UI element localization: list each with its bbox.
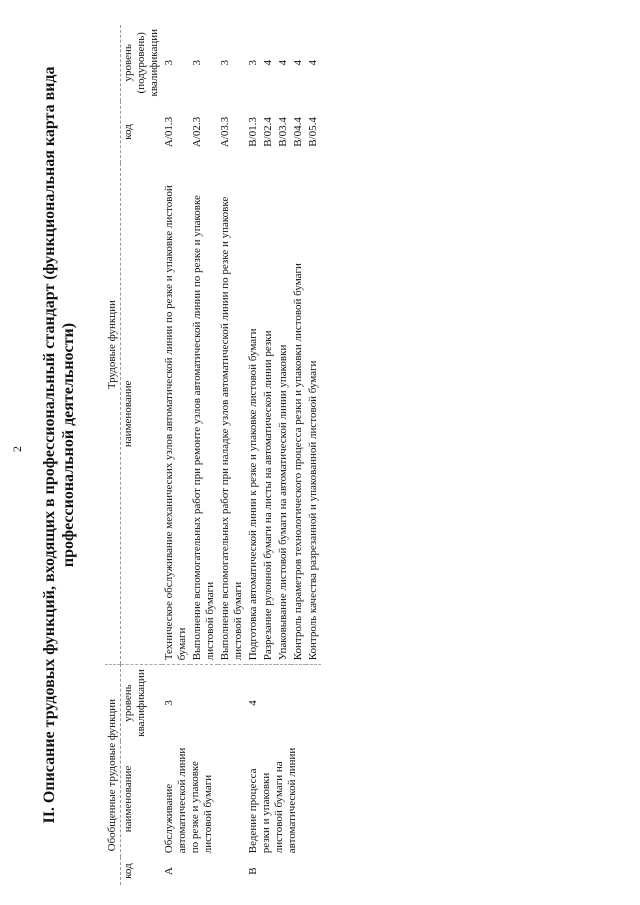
function-name: Упаковывание листовой бумаги на автоматической линии упаковки	[276, 163, 291, 664]
function-level: 4	[292, 60, 304, 66]
function-level: 4	[262, 60, 274, 66]
generalized-code: A	[163, 867, 175, 876]
function-name: Техническое обслуживание механических узлов автоматической линии по резке и упаковке листовой бумаги	[162, 163, 190, 664]
function-code: B/01.3	[247, 117, 259, 147]
page-number: 2	[10, 446, 24, 452]
function-level: 3	[191, 60, 203, 66]
function-name: Подготовка автоматической линии к резке и упаковке листовой бумаги	[246, 163, 261, 664]
function-name: Контроль качества разрезанной и упакованной листовой бумаги	[306, 163, 321, 664]
header-name: наименование	[122, 765, 134, 833]
header-qual-level: уровень квалификации	[122, 669, 147, 737]
function-code: B/05.4	[307, 117, 319, 147]
table-row	[162, 25, 190, 885]
function-name: Выполнение вспомогательных работ при ремонте узлов автоматической линии по резке и упаковке листовой бумаги	[190, 163, 218, 664]
header-sub-level: уровень (подуровень) квалификации	[122, 29, 160, 97]
generalized-level: 4	[247, 700, 259, 706]
function-code: B/02.4	[262, 117, 274, 147]
function-name: Контроль параметров технологического процесса резки и упаковки листовой бумаги	[291, 163, 306, 664]
table-row	[246, 25, 261, 885]
function-name: Разрезание рулонной бумаги на листы на автоматической линии резки	[261, 163, 276, 664]
function-code: A/02.3	[191, 116, 203, 148]
function-level: 3	[163, 60, 175, 66]
generalized-functions-header: Обобщенные трудовые функции	[105, 665, 121, 885]
generalized-code: B	[247, 867, 259, 875]
section-title: II. Описание трудовых функций, входящих в профессиональный стандарт (функциональная карта вида профессиональной деятельности)	[41, 66, 77, 824]
generalized-name: Ведение процесса резки и упаковки листовой бумаги на автоматической линии	[247, 747, 298, 854]
generalized-name: Обслуживание автоматической линии по резке и упаковке листовой бумаги	[163, 747, 214, 854]
function-code: A/01.3	[163, 116, 175, 148]
function-code: B/03.4	[277, 117, 289, 147]
function-code: B/04.4	[292, 117, 304, 147]
header-code: код	[122, 863, 134, 879]
function-name: Выполнение вспомогательных работ при наладке узлов автоматической линии по резке и упаковке листовой бумаги	[218, 163, 246, 664]
header-function-code: код	[122, 124, 134, 140]
function-level: 3	[247, 60, 259, 66]
generalized-level: 3	[163, 700, 175, 706]
functional-map-table	[105, 25, 321, 885]
header-group-row	[105, 25, 121, 885]
function-code: A/03.3	[219, 116, 231, 148]
header-function-name: наименование	[121, 163, 163, 664]
header-row	[121, 25, 163, 885]
function-level: 3	[219, 60, 231, 66]
function-level: 4	[307, 60, 319, 66]
function-level: 4	[277, 60, 289, 66]
labor-functions-header: Трудовые функции	[105, 25, 121, 665]
